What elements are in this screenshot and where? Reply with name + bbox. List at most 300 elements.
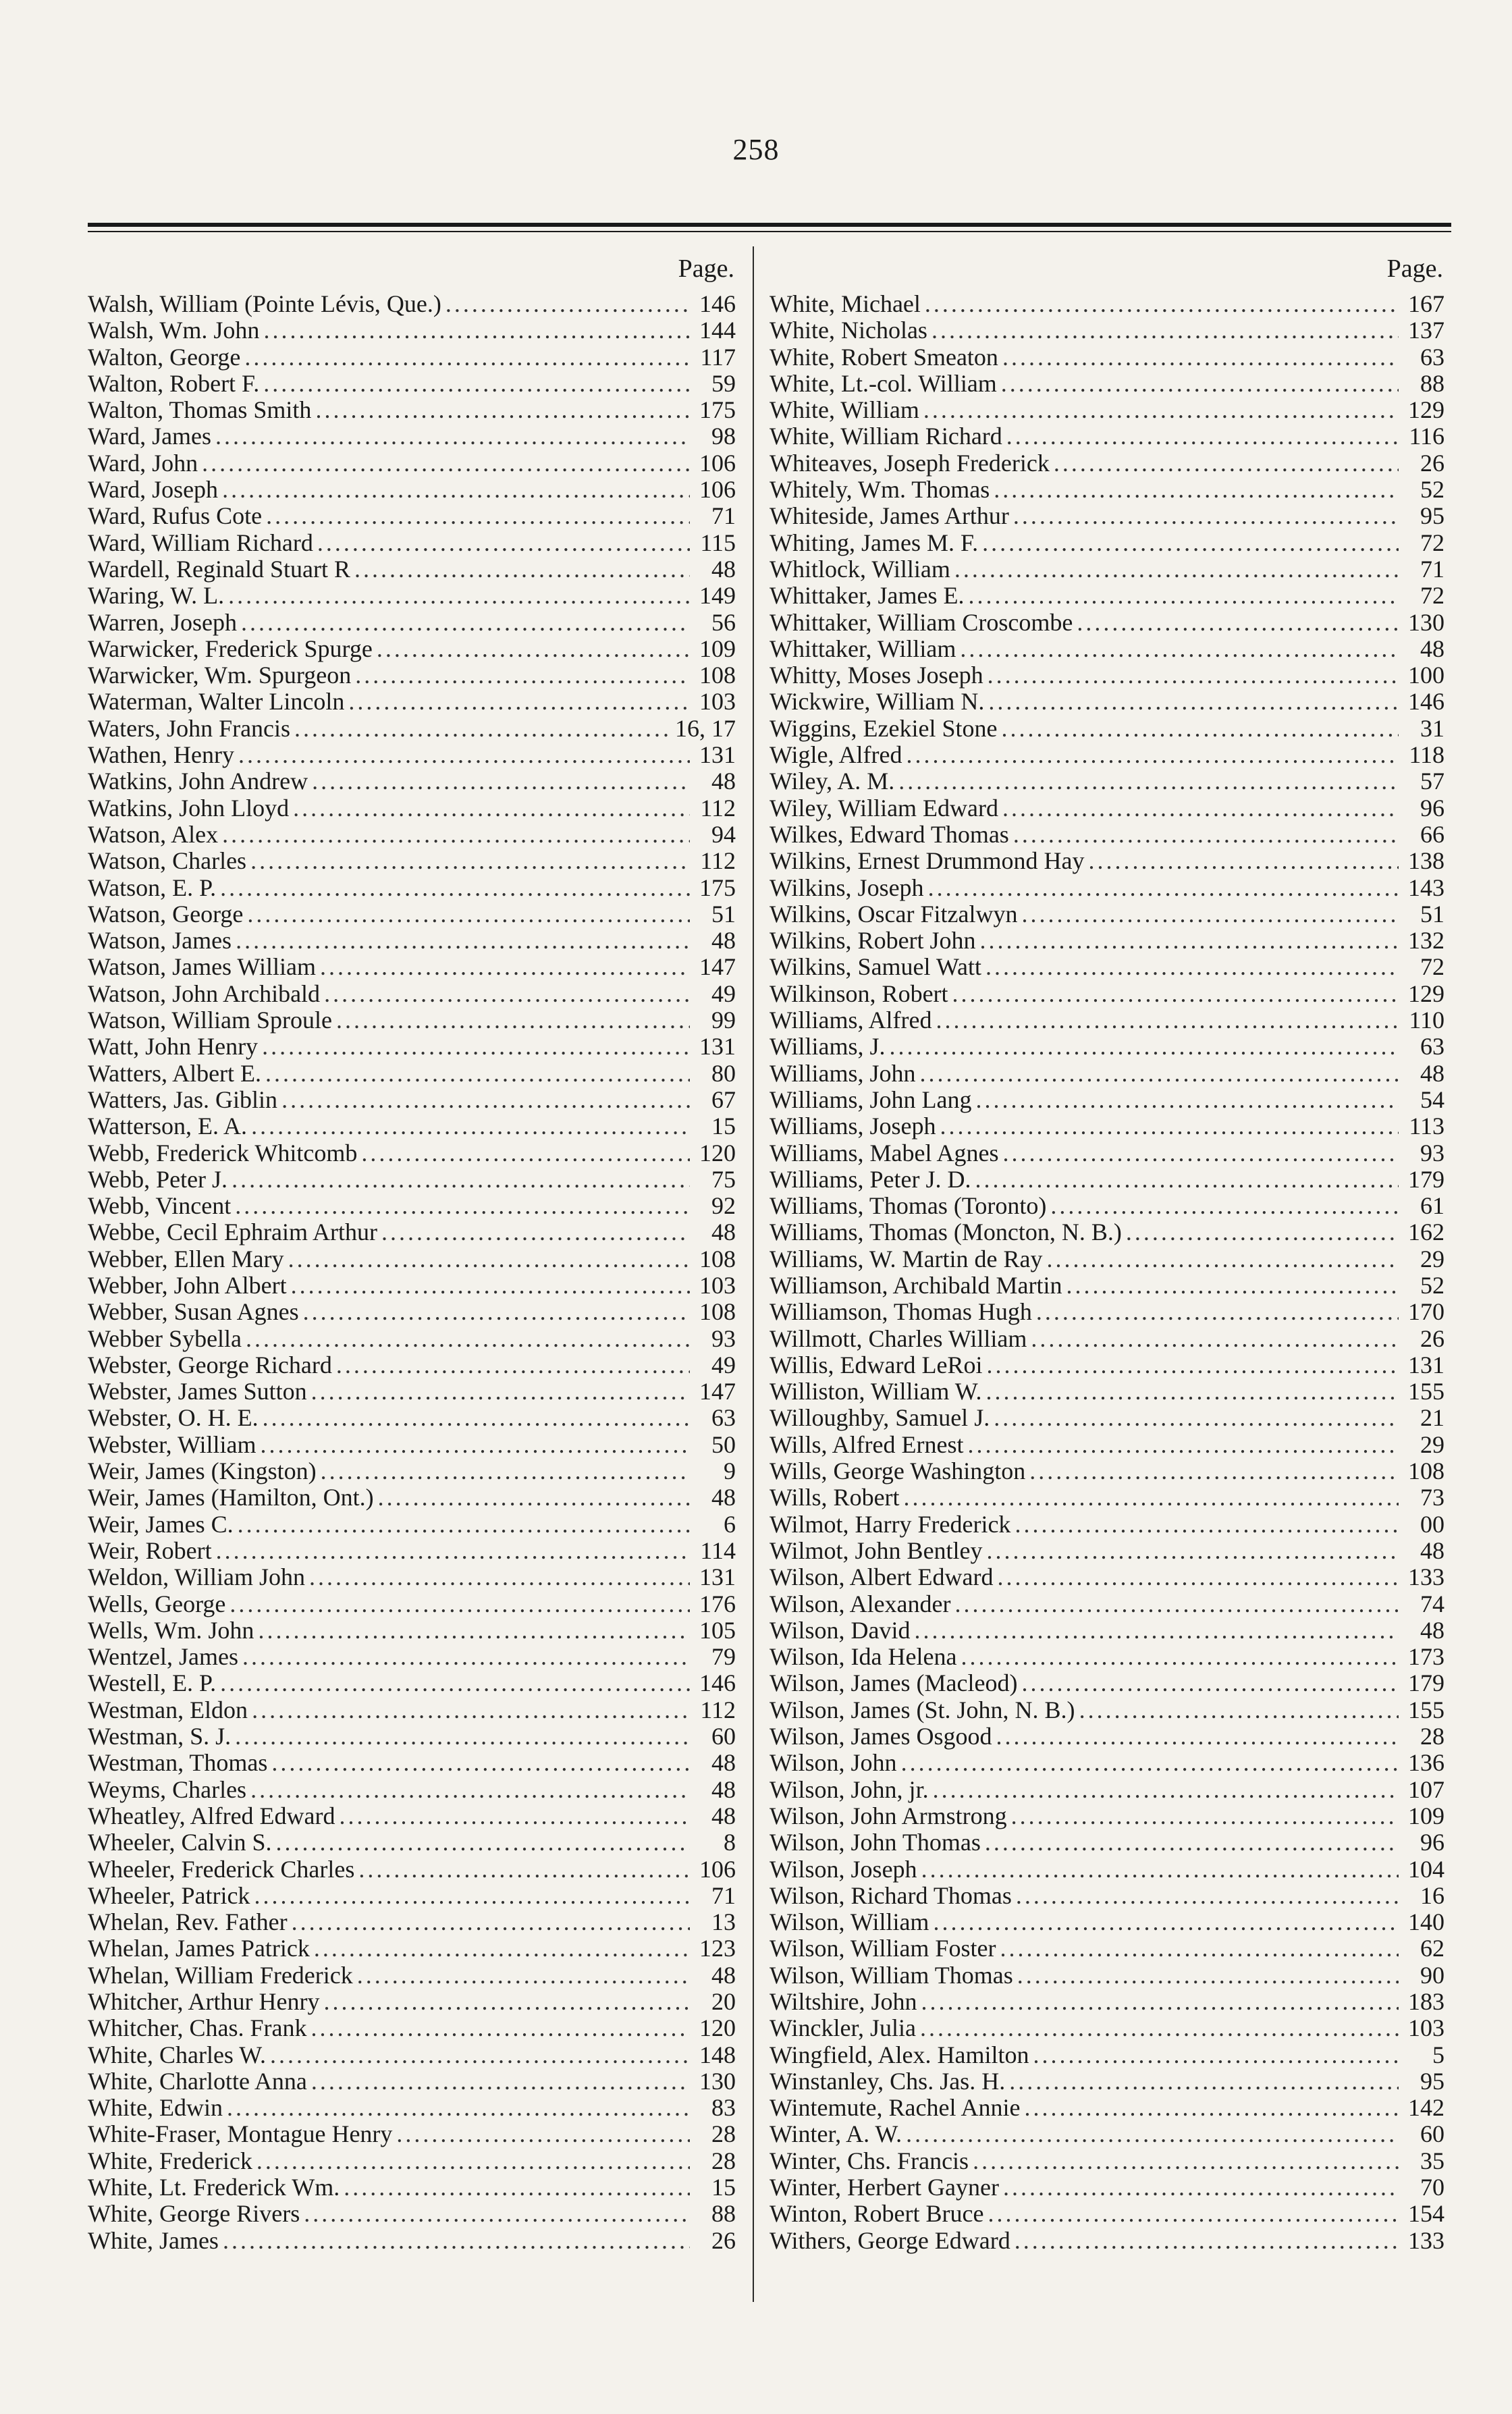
entry-name: Whiteaves, Joseph Frederick [770, 449, 1050, 477]
index-entry [770, 397, 1444, 423]
dot-leader [266, 503, 690, 529]
dot-leader [262, 1034, 690, 1060]
entry-page-number: 173 [1408, 1643, 1444, 1671]
entry-page-number: 49 [711, 1351, 736, 1378]
dot-leader [348, 689, 690, 715]
entry-name: Watt, John Henry [88, 1033, 259, 1061]
dot-leader [998, 1564, 1399, 1590]
entry-page-number: 35 [1420, 2147, 1444, 2174]
dot-leader [987, 1538, 1399, 1564]
entry-name: Watson, George [88, 900, 244, 928]
dot-leader [968, 583, 1399, 609]
dot-leader [304, 2201, 690, 2227]
entry-name: Williams, Mabel Agnes [770, 1139, 999, 1166]
entry-page-number: 131 [699, 1563, 736, 1591]
index-entry [770, 2042, 1444, 2068]
entry-name: Wilson, James (St. John, N. B.) [770, 1696, 1075, 1723]
index-entry [770, 477, 1444, 503]
entry-name: Watson, E. P. [88, 874, 217, 901]
index-entry [770, 1750, 1444, 1776]
entry-page-number: 108 [699, 662, 736, 689]
entry-name: White, William Richard [770, 423, 1002, 450]
entry-name: Wingfield, Alex. Hamilton [770, 2041, 1029, 2068]
dot-leader [235, 1723, 690, 1750]
entry-page-number: 15 [711, 1112, 736, 1140]
dot-leader [236, 928, 690, 954]
entry-name: Winton, Robert Bruce [770, 2200, 984, 2228]
entry-page-number: 118 [1409, 741, 1444, 769]
dot-leader [377, 636, 690, 662]
entry-page-number: 146 [1408, 688, 1444, 716]
entry-page-number: 167 [1408, 290, 1444, 317]
index-entry [88, 768, 736, 795]
entry-name: Wheeler, Patrick [88, 1881, 250, 1909]
dot-leader [890, 1034, 1399, 1060]
index-entry [88, 2201, 736, 2227]
dot-leader [1036, 1299, 1399, 1325]
entry-name: White, George Rivers [88, 2200, 300, 2228]
entry-name: Williamson, Archibald Martin [770, 1271, 1062, 1299]
index-entry [88, 1777, 736, 1803]
dot-leader [220, 1670, 690, 1696]
entry-page-number: 26 [1420, 1324, 1444, 1352]
dot-leader [340, 1803, 690, 1829]
dot-leader [314, 1935, 690, 1962]
dot-leader [940, 1113, 1399, 1139]
entry-page-number: 93 [1420, 1139, 1444, 1166]
entry-page-number: 106 [699, 1855, 736, 1883]
index-entry [770, 768, 1444, 795]
dot-leader [994, 1405, 1399, 1431]
dot-leader [281, 1087, 690, 1113]
entry-page-number: 56 [711, 608, 736, 636]
entry-name: Waring, W. L. [88, 582, 225, 610]
index-entry [770, 1484, 1444, 1511]
dot-leader [1000, 1935, 1399, 1962]
entry-page-number: 162 [1408, 1218, 1444, 1246]
index-entry [770, 1723, 1444, 1750]
entry-page-number: 109 [699, 635, 736, 662]
index-entry [770, 1617, 1444, 1644]
index-entry [770, 1405, 1444, 1431]
entry-page-number: 183 [1408, 1988, 1444, 2015]
index-entry [88, 1352, 736, 1378]
entry-name: Whiting, James M. F. [770, 529, 979, 556]
entry-page-number: 48 [711, 1775, 736, 1803]
entry-page-number: 88 [711, 2200, 736, 2228]
entry-page-number: 113 [1409, 1112, 1444, 1140]
entry-page-number: 129 [1408, 980, 1444, 1007]
dot-leader [933, 1777, 1399, 1803]
dot-leader [263, 317, 690, 344]
index-entry [770, 1777, 1444, 1803]
dot-leader [1054, 450, 1399, 477]
dot-leader [1003, 2174, 1399, 2201]
entry-name: Watson, Alex [88, 820, 219, 848]
entry-name: Weldon, William John [88, 1563, 305, 1591]
entry-name: Weir, Robert [88, 1536, 212, 1564]
dot-leader [357, 1962, 690, 1989]
index-entry [88, 1061, 736, 1087]
entry-page-number: 137 [1408, 317, 1444, 344]
entry-name: Wigle, Alfred [770, 741, 902, 769]
entry-page-number: 130 [699, 2067, 736, 2095]
entry-page-number: 114 [700, 1536, 736, 1564]
index-entry [88, 1458, 736, 1484]
dot-leader [261, 1432, 691, 1458]
entry-name: Wilson, John, jr. [770, 1775, 929, 1803]
entry-page-number: 28 [711, 2147, 736, 2174]
index-entry [770, 1140, 1444, 1166]
entry-page-number: 103 [1408, 2014, 1444, 2042]
dot-leader [336, 1007, 690, 1034]
dot-leader [251, 1113, 690, 1139]
index-entry [88, 1378, 736, 1405]
index-entry [88, 1087, 736, 1113]
entry-name: Winter, A. W. [770, 2120, 902, 2148]
dot-leader [256, 2148, 690, 2174]
dot-leader [242, 1644, 690, 1670]
entry-name: Wilson, David [770, 1616, 911, 1644]
entry-name: Wheatley, Alfred Edward [88, 1802, 335, 1829]
dot-leader [1089, 848, 1399, 874]
dot-leader [955, 1591, 1399, 1617]
entry-page-number: 116 [1409, 423, 1444, 450]
dot-leader [230, 1591, 690, 1617]
index-entry [88, 1405, 736, 1431]
entry-name: Whelan, Rev. Father [88, 1908, 288, 1936]
dot-leader [920, 2015, 1399, 2041]
index-entry [770, 1326, 1444, 1352]
entry-name: Wilson, James Osgood [770, 1723, 992, 1750]
dot-leader [216, 1538, 690, 1564]
entry-page-number: 48 [1420, 1536, 1444, 1564]
entry-page-number: 138 [1408, 847, 1444, 875]
index-entry [88, 610, 736, 636]
index-entry [88, 2068, 736, 2095]
index-entry [770, 981, 1444, 1007]
entry-page-number: 54 [1420, 1085, 1444, 1113]
entry-name: Wilkins, Robert John [770, 927, 976, 955]
entry-page-number: 146 [699, 290, 736, 317]
header-rule-thick [88, 223, 1451, 227]
index-entry [770, 503, 1444, 529]
index-entry [770, 1829, 1444, 1856]
index-entry [770, 2095, 1444, 2121]
entry-name: Whitcher, Arthur Henry [88, 1988, 320, 2015]
entry-page-number: 132 [1408, 927, 1444, 955]
index-entry [88, 795, 736, 822]
entry-name: Wiley, A. M. [770, 768, 895, 795]
entry-page-number: 71 [1420, 555, 1444, 583]
entry-page-number: 123 [699, 1935, 736, 1962]
dot-leader [1017, 1962, 1399, 1989]
entry-name: Ward, John [88, 449, 198, 477]
index-entry [88, 1034, 736, 1060]
index-entry [88, 1564, 736, 1590]
index-entry [88, 954, 736, 980]
entry-page-number: 57 [1420, 768, 1444, 795]
entry-page-number: 95 [1420, 502, 1444, 530]
index-entry [88, 530, 736, 556]
dot-leader [1077, 610, 1399, 636]
dot-leader [986, 954, 1399, 980]
entry-name: Wilmot, Harry Frederick [770, 1510, 1011, 1538]
entry-page-number: 60 [1420, 2120, 1444, 2148]
index-entry [88, 1007, 736, 1034]
index-entry [88, 583, 736, 609]
entry-name: Watson, John Archibald [88, 980, 321, 1007]
index-entry [88, 689, 736, 715]
index-entry [770, 928, 1444, 954]
entry-page-number: 96 [1420, 794, 1444, 822]
page-column-heading: Page. [678, 254, 734, 283]
entry-name: Williams, J. [770, 1033, 886, 1061]
index-entry [88, 1326, 736, 1352]
entry-name: Wilson, John Armstrong [770, 1802, 1007, 1829]
index-entry [770, 2068, 1444, 2095]
dot-leader [246, 1326, 690, 1352]
entry-page-number: 6 [724, 1510, 736, 1538]
index-entry [88, 1909, 736, 1935]
dot-leader [1001, 371, 1399, 397]
entry-name: Weir, James C. [88, 1510, 234, 1538]
entry-page-number: 31 [1420, 714, 1444, 742]
index-entry [770, 423, 1444, 450]
entry-name: Webster, O. H. E. [88, 1404, 259, 1432]
index-entry [770, 1909, 1444, 1935]
entry-name: White, William [770, 396, 919, 424]
dot-leader [324, 981, 690, 1007]
dot-leader [961, 1644, 1399, 1670]
entry-name: Warwicker, Wm. Spurgeon [88, 662, 352, 689]
entry-name: Winstanley, Chs. Jas. H. [770, 2067, 1006, 2095]
entry-name: Withers, George Edward [770, 2226, 1010, 2254]
dot-leader [1022, 901, 1399, 928]
index-entry [88, 317, 736, 344]
index-entry [88, 344, 736, 371]
index-entry [770, 1432, 1444, 1458]
index-entry [770, 795, 1444, 822]
entry-page-number: 48 [711, 555, 736, 583]
entry-name: Wathen, Henry [88, 741, 235, 769]
dot-leader [320, 954, 690, 980]
index-entry [88, 1432, 736, 1458]
entry-name: Willmott, Charles William [770, 1324, 1027, 1352]
index-entry [770, 317, 1444, 344]
entry-name: Wilson, Albert Edward [770, 1563, 994, 1591]
entry-name: Williams, Peter J. D. [770, 1165, 971, 1193]
dot-leader [1047, 1246, 1399, 1272]
entry-name: Wilson, Joseph [770, 1855, 917, 1883]
dot-leader [1001, 716, 1399, 742]
page-number: 258 [732, 133, 780, 166]
entry-page-number: 48 [711, 1218, 736, 1246]
index-entry [770, 1299, 1444, 1325]
entry-page-number: 179 [1408, 1669, 1444, 1697]
index-entry [88, 450, 736, 477]
entry-name: Watkins, John Lloyd [88, 794, 290, 822]
entry-page-number: 66 [1420, 820, 1444, 848]
entry-name: Wilson, John [770, 1749, 897, 1777]
dot-leader [976, 1087, 1399, 1113]
entry-page-number: 16 [1420, 1881, 1444, 1909]
index-entry [88, 1219, 736, 1245]
index-entry [770, 1935, 1444, 1962]
entry-name: Webster, William [88, 1430, 256, 1458]
dot-leader [291, 1272, 690, 1299]
entry-page-number: 62 [1420, 1935, 1444, 1962]
entry-page-number: 48 [711, 1961, 736, 1989]
index-entry [770, 530, 1444, 556]
entry-page-number: 148 [699, 2041, 736, 2068]
entry-page-number: 74 [1420, 1590, 1444, 1617]
index-entry [770, 1352, 1444, 1378]
index-entry [770, 1007, 1444, 1034]
dot-leader [263, 1405, 690, 1431]
index-entry [770, 2174, 1444, 2201]
index-entry [88, 1803, 736, 1829]
entry-page-number: 120 [699, 1139, 736, 1166]
page-column-heading: Page. [1386, 254, 1443, 283]
index-entry [770, 1856, 1444, 1883]
dot-leader [1029, 1458, 1399, 1484]
entry-name: Whittaker, James E. [770, 582, 965, 610]
entry-page-number: 147 [699, 1378, 736, 1405]
entry-name: Williams, Thomas (Moncton, N. B.) [770, 1218, 1122, 1246]
entry-page-number: 48 [1420, 1059, 1444, 1087]
entry-name: Wilkinson, Robert [770, 980, 948, 1007]
entry-page-number: 112 [700, 847, 736, 875]
index-entry [770, 2015, 1444, 2041]
entry-page-number: 131 [699, 741, 736, 769]
dot-leader [925, 291, 1399, 317]
entry-page-number: 120 [699, 2014, 736, 2042]
index-entry [88, 1723, 736, 1750]
entry-name: Whitty, Moses Joseph [770, 662, 983, 689]
index-entry [88, 397, 736, 423]
entry-page-number: 20 [711, 1988, 736, 2015]
dot-leader [986, 1378, 1399, 1405]
index-entry [88, 1644, 736, 1670]
index-entry [88, 2148, 736, 2174]
entry-page-number: 52 [1420, 1271, 1444, 1299]
entry-page-number: 80 [711, 1059, 736, 1087]
entry-name: Williams, Thomas (Toronto) [770, 1192, 1047, 1220]
entry-name: Webster, James Sutton [88, 1378, 307, 1405]
entry-name: Watterson, E. A. [88, 1112, 248, 1140]
entry-name: Willis, Edward LeRoi [770, 1351, 983, 1378]
index-entry [770, 1087, 1444, 1113]
entry-name: Wilkins, Oscar Fitzalwyn [770, 900, 1018, 928]
index-entry [88, 503, 736, 529]
entry-name: Whittaker, William [770, 635, 956, 662]
dot-leader [1013, 503, 1399, 529]
entry-name: Westman, Eldon [88, 1696, 248, 1723]
entry-page-number: 155 [1408, 1696, 1444, 1723]
dot-leader [222, 477, 690, 503]
dot-leader [1033, 2042, 1399, 2068]
index-entry [88, 1670, 736, 1696]
index-entry [88, 1829, 736, 1856]
index-entry [88, 1591, 736, 1617]
dot-leader [238, 1511, 690, 1538]
index-entry [770, 450, 1444, 477]
index-entry [88, 662, 736, 689]
index-entry [770, 716, 1444, 742]
entry-page-number: 75 [711, 1165, 736, 1193]
entry-page-number: 15 [711, 2174, 736, 2201]
entry-page-number: 13 [711, 1908, 736, 1936]
entry-name: Watkins, John Andrew [88, 768, 308, 795]
entry-page-number: 92 [711, 1192, 736, 1220]
entry-name: Webber, Ellen Mary [88, 1245, 284, 1272]
column-divider [753, 246, 754, 2302]
dot-leader [1066, 1272, 1399, 1299]
index-entry [770, 954, 1444, 980]
index-entry [88, 981, 736, 1007]
dot-leader [982, 530, 1399, 556]
dot-leader [1050, 1193, 1399, 1219]
dot-leader [1031, 1326, 1399, 1352]
index-entry [770, 901, 1444, 928]
entry-name: Wiggins, Ezekiel Stone [770, 714, 998, 742]
index-entry [88, 2174, 736, 2201]
dot-leader [1126, 1219, 1399, 1245]
entry-name: Wiley, William Edward [770, 794, 999, 822]
entry-page-number: 26 [711, 2226, 736, 2254]
entry-page-number: 51 [1420, 900, 1444, 928]
dot-leader [968, 1432, 1399, 1458]
entry-name: Webb, Frederick Whitcomb [88, 1139, 358, 1166]
entry-name: Winter, Herbert Gayner [770, 2174, 999, 2201]
entry-name: Wilson, James (Macleod) [770, 1669, 1018, 1697]
dot-leader [270, 2042, 690, 2068]
index-entry [770, 371, 1444, 397]
index-entry [88, 1856, 736, 1883]
index-entry [770, 344, 1444, 371]
entry-name: Williams, Joseph [770, 1112, 936, 1140]
entry-page-number: 73 [1420, 1484, 1444, 1511]
entry-page-number: 50 [711, 1430, 736, 1458]
entry-name: Whitlock, William [770, 555, 950, 583]
entry-page-number: 131 [1408, 1351, 1444, 1378]
dot-leader [906, 2121, 1399, 2147]
index-entry [88, 2095, 736, 2121]
dot-leader [235, 1193, 690, 1219]
index-entry [88, 1484, 736, 1511]
entry-page-number: 48 [711, 1749, 736, 1777]
entry-name: White, Nicholas [770, 317, 927, 344]
index-entry [88, 742, 736, 768]
index-entry [770, 1034, 1444, 1060]
entry-name: Wheeler, Frederick Charles [88, 1855, 355, 1883]
entry-page-number: 176 [699, 1590, 736, 1617]
index-entry [88, 848, 736, 874]
dot-leader [1009, 2068, 1399, 2095]
entry-name: Watson, William Sproule [88, 1007, 332, 1034]
dot-leader [904, 1484, 1399, 1511]
dot-leader [252, 1697, 690, 1723]
entry-page-number: 9 [724, 1457, 736, 1485]
dot-leader [293, 795, 690, 822]
index-entry [770, 1538, 1444, 1564]
entry-page-number: 16, 17 [675, 714, 736, 742]
index-entry [770, 1644, 1444, 1670]
dot-leader [238, 742, 690, 768]
entry-name: Whitely, Wm. Thomas [770, 476, 990, 504]
entry-name: Whiteside, James Arthur [770, 502, 1009, 530]
